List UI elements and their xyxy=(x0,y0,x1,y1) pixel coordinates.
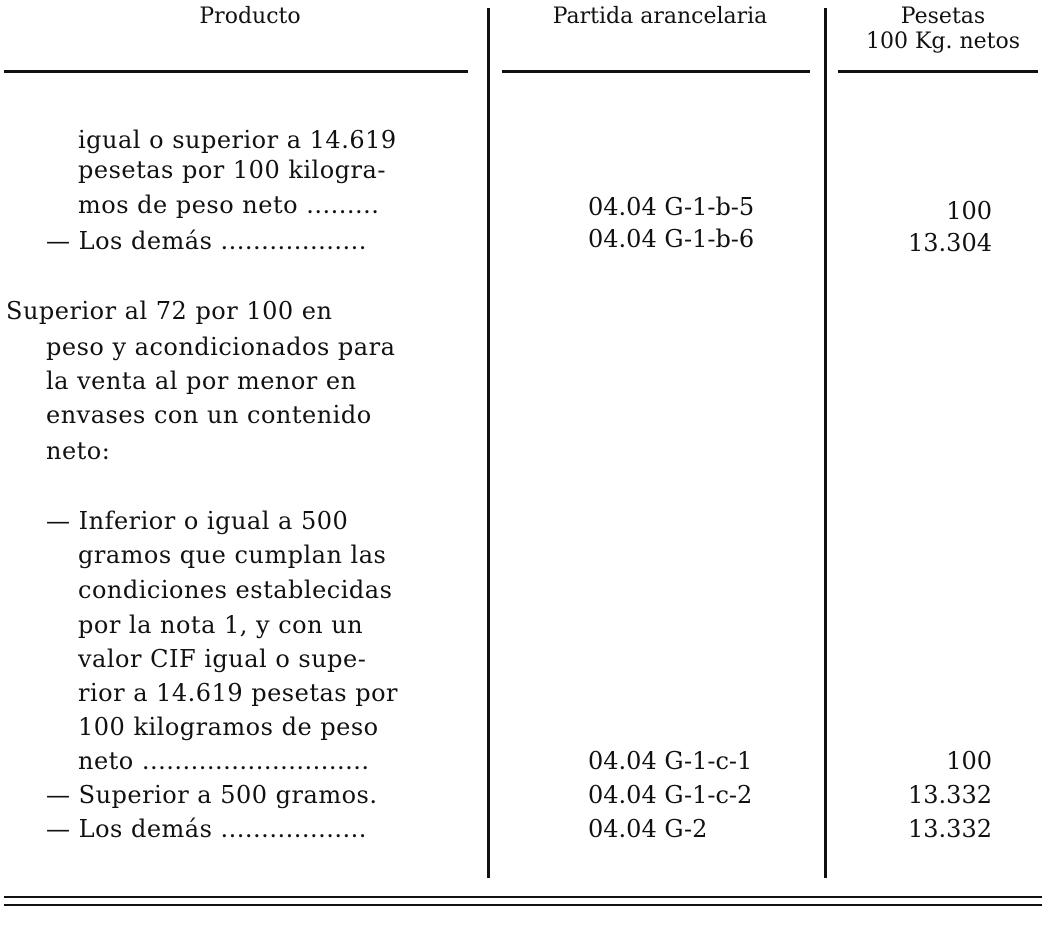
tariff-code: 04.04 G-2 xyxy=(588,815,708,843)
product-line: condiciones establecidas xyxy=(78,576,393,604)
footer-rule-1 xyxy=(4,896,1042,898)
header-rule-partida xyxy=(502,70,810,73)
footer-rule-2 xyxy=(4,904,1042,906)
product-line: neto ............................ xyxy=(78,747,370,775)
header-pesetas-line2: 100 Kg. netos xyxy=(865,29,1021,54)
product-line: — Superior a 500 gramos. xyxy=(46,781,378,809)
header-producto: Producto xyxy=(199,4,301,29)
pesetas-value: 13.304 xyxy=(908,229,992,257)
column-divider-2 xyxy=(824,8,827,878)
product-line: pesetas por 100 kilogra- xyxy=(78,156,386,184)
product-line: 100 kilogramos de peso xyxy=(78,713,379,741)
product-line: — Los demás .................. xyxy=(46,227,367,255)
product-line: mos de peso neto ......... xyxy=(78,191,380,219)
product-line: por la nota 1, y con un xyxy=(78,611,364,639)
header-rule-pesetas xyxy=(838,70,1038,73)
pesetas-value: 13.332 xyxy=(908,815,992,843)
product-line: valor CIF igual o supe- xyxy=(78,645,367,673)
header-pesetas xyxy=(838,4,1048,54)
header-pesetas-line1: Pesetas xyxy=(900,4,986,29)
product-line: igual o superior a 14.619 xyxy=(78,126,397,154)
pesetas-value: 13.332 xyxy=(908,781,992,809)
tariff-code: 04.04 G-1-c-1 xyxy=(588,747,753,775)
product-line: — Los demás .................. xyxy=(46,815,367,843)
product-line: rior a 14.619 pesetas por xyxy=(78,679,399,707)
tariff-code: 04.04 G-1-c-2 xyxy=(588,781,753,809)
product-line: — Inferior o igual a 500 xyxy=(46,507,349,535)
product-line: neto: xyxy=(46,437,111,465)
product-line: Superior al 72 por 100 en xyxy=(6,297,333,325)
pesetas-value: 100 xyxy=(946,747,992,775)
header-rule-producto xyxy=(4,70,468,73)
tariff-code: 04.04 G-1-b-6 xyxy=(588,225,755,253)
header-partida-arancelaria: Partida arancelaria xyxy=(552,4,768,29)
tariff-code: 04.04 G-1-b-5 xyxy=(588,193,755,221)
column-divider-1 xyxy=(487,8,490,878)
product-line: envases con un contenido xyxy=(46,401,372,429)
product-line: la venta al por menor en xyxy=(46,367,357,395)
product-line: peso y acondicionados para xyxy=(46,333,396,361)
pesetas-value: 100 xyxy=(946,197,992,225)
product-line: gramos que cumplan las xyxy=(78,541,387,569)
